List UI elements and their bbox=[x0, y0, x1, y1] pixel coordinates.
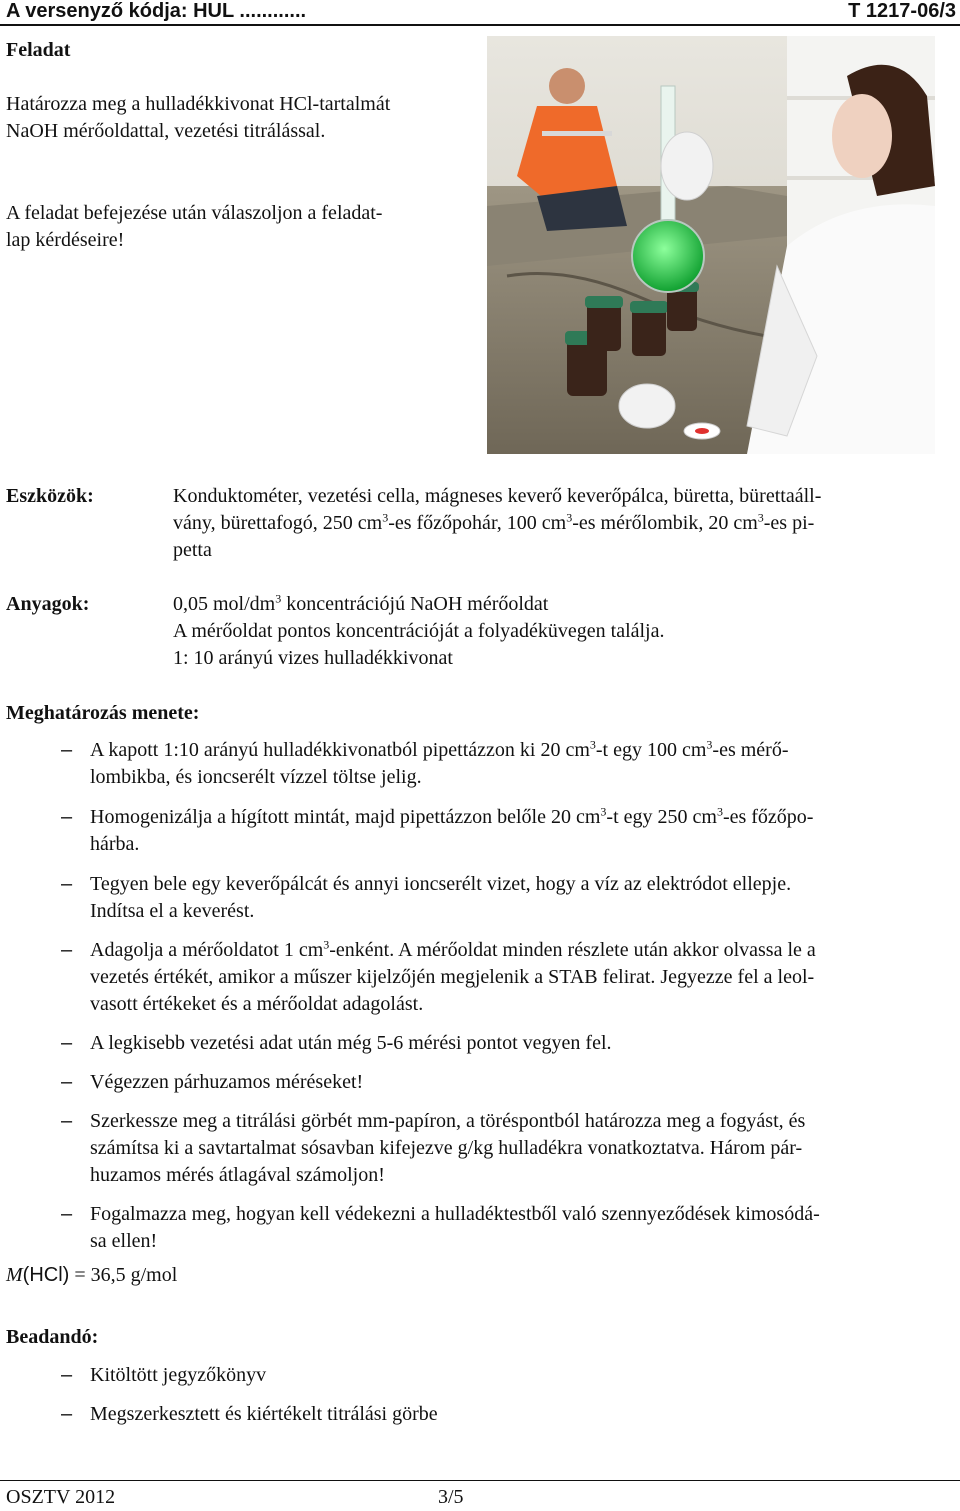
list-bullet: – bbox=[61, 1364, 73, 1386]
submit-item: Megszerkesztett és kiértékelt titrálási görbe bbox=[90, 1403, 438, 1425]
footer-divider bbox=[0, 1480, 960, 1481]
header-divider bbox=[0, 24, 960, 26]
tools-label: Eszközök: bbox=[6, 485, 94, 507]
procedure-step: Tegyen bele egy keverőpálcát és annyi ioncserélt vizet, hogy a víz az elektródot ellepje. bbox=[90, 873, 792, 895]
list-bullet: – bbox=[61, 1403, 73, 1425]
document-code: T 1217-06/3 bbox=[848, 0, 956, 22]
list-bullet: – bbox=[61, 739, 73, 761]
materials-label: Anyagok: bbox=[6, 593, 90, 615]
materials-text: 0,05 mol/$dm^3$ koncentrációjú NaOH mérőoldat bbox=[173, 591, 549, 615]
page-number: 3/5 bbox=[438, 1486, 464, 1508]
procedure-step: A kapott 1:10 arányú hulladékkivonatból pipettázzon ki 20 $cm^3-t$ egy 100 $cm^3-es$ mérő- bbox=[90, 737, 789, 761]
list-bullet: – bbox=[61, 806, 73, 828]
task-line: A feladat befejezése után válaszoljon a feladat- bbox=[6, 202, 383, 224]
submit-item: Kitöltött jegyzőkönyv bbox=[90, 1364, 267, 1386]
procedure-step: lombikba, és ioncserélt vízzel töltse jelig. bbox=[90, 766, 422, 788]
procedure-step: huzamos mérés átlagával számoljon! bbox=[90, 1164, 385, 1186]
task-heading: Feladat bbox=[6, 39, 71, 61]
procedure-step: A legkisebb vezetési adat után még 5-6 mérési pontot vegyen fel. bbox=[90, 1032, 612, 1054]
procedure-step: Indítsa el a keverést. bbox=[90, 900, 255, 922]
procedure-heading: Meghatározás menete: bbox=[6, 702, 200, 724]
submit-heading: Beadandó: bbox=[6, 1326, 99, 1348]
procedure-step: Szerkessze meg a titrálási görbét mm-papíron, a töréspontból határozza meg a fogyást, és bbox=[90, 1110, 806, 1132]
materials-text: 1: 10 arányú vizes hulladékkivonat bbox=[173, 647, 453, 669]
procedure-step: sa ellen! bbox=[90, 1230, 158, 1252]
list-bullet: – bbox=[61, 939, 73, 961]
list-bullet: – bbox=[61, 873, 73, 895]
procedure-step: vezetés értékét, amikor a műszer kijelzőjén megjelenik a STAB felirat. Jegyezze fel a leol- bbox=[90, 966, 815, 988]
list-bullet: – bbox=[61, 1071, 73, 1093]
procedure-step: vasott értékeket és a mérőoldat adagolást. bbox=[90, 993, 424, 1015]
tools-text: Konduktométer, vezetési cella, mágneses keverő keverőpálca, büretta, bürettaáll- bbox=[173, 485, 822, 507]
task-line: NaOH mérőoldattal, vezetési titrálással. bbox=[6, 120, 326, 142]
task-line: Határozza meg a hulladékkivonat HCl-tartalmát bbox=[6, 93, 391, 115]
procedure-step: hárba. bbox=[90, 833, 140, 855]
list-bullet: – bbox=[61, 1032, 73, 1054]
competitor-code: A versenyző kódja: HUL ............ bbox=[6, 0, 307, 22]
materials-text: A mérőoldat pontos koncentrációját a folyadéküvegen találja. bbox=[173, 620, 665, 642]
footer-left: OSZTV 2012 bbox=[6, 1486, 116, 1508]
procedure-step: Homogenizálja a hígított mintát, majd pipettázzon belőle 20 $cm^3-t$ egy 250 $cm^3-es$ főzőpo- bbox=[90, 804, 814, 828]
procedure-step: Végezzen párhuzamos méréseket! bbox=[90, 1071, 364, 1093]
list-bullet: – bbox=[61, 1203, 73, 1225]
procedure-step: Adagolja a mérőoldatot 1 $cm^3$-enként. A mérőoldat minden részlete után akkor olvassa le a bbox=[90, 937, 816, 961]
lab-photo bbox=[487, 36, 935, 454]
lab-photo-illustration bbox=[487, 36, 935, 454]
task-line: lap kérdéseire! bbox=[6, 229, 125, 251]
molar-mass: M(HCl) = 36,5 g/mol bbox=[6, 1264, 178, 1286]
list-bullet: – bbox=[61, 1110, 73, 1132]
tools-text: petta bbox=[173, 539, 212, 561]
tools-text: vány, bürettafogó, 250 $cm^3-es$ főzőpohár, 100 $cm^3-es$ mérőlombik, 20 $cm^3-es$ pi- bbox=[173, 510, 815, 534]
procedure-step: Fogalmazza meg, hogyan kell védekezni a hulladéktestből való szennyeződések kimosódá- bbox=[90, 1203, 820, 1225]
procedure-step: számítsa ki a savtartalmat sósavban kifejezve g/kg hulladékra vonatkoztatva. Három pár- bbox=[90, 1137, 803, 1159]
